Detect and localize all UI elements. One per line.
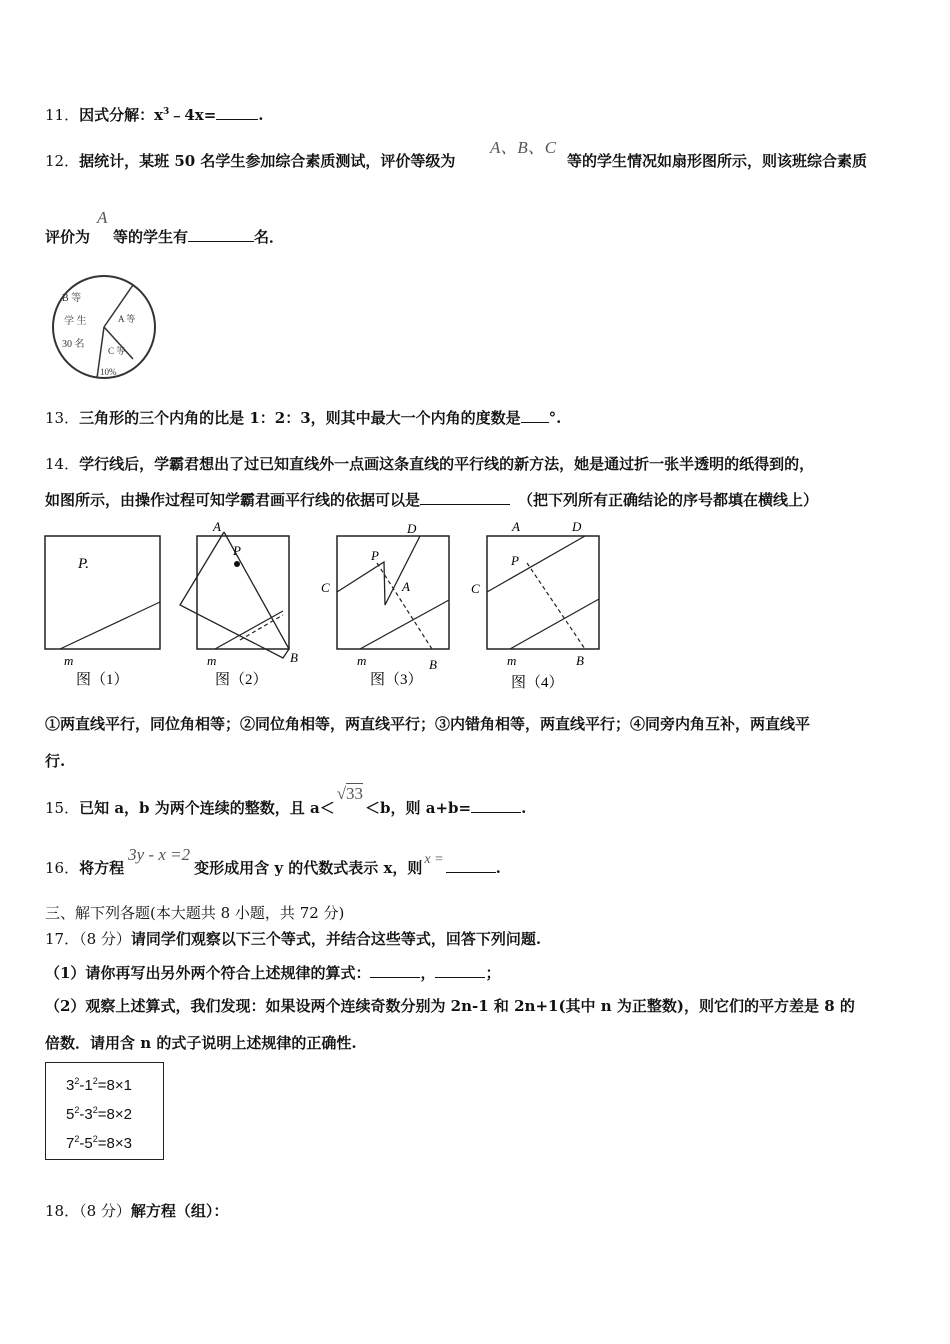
fig4-label-d: D xyxy=(572,519,582,534)
q18-score: （8 分） xyxy=(79,1202,131,1220)
q15-sqrt: √33 xyxy=(336,784,364,803)
pie-a-label: A 等 xyxy=(118,314,136,324)
q17-score: （8 分） xyxy=(79,930,131,948)
q13-end: °. xyxy=(548,409,562,427)
q16 xyxy=(45,845,501,878)
fig4-label-b: B xyxy=(576,653,584,668)
q17-box-rhs: =8×1 xyxy=(97,1077,132,1094)
q16-end: . xyxy=(495,859,501,877)
q11-text: 因式分解：x xyxy=(79,106,164,124)
q14-figure-4 xyxy=(465,515,615,695)
q13-number: 13． xyxy=(45,409,80,427)
q15-text: 已知 a，b 为两个连续的整数，且 a＜ xyxy=(79,799,335,817)
q14-options-line1: ①两直线平行，同位角相等；②同位角相等，两直线平行；③内错角相等，两直线平行；④同旁内角互补，两直线平 xyxy=(45,715,811,733)
fig4-label-m: m xyxy=(507,653,517,668)
q17-part2-line2: 倍数．请用含 n 的式子说明上述规律的正确性. xyxy=(45,1034,357,1052)
q15 xyxy=(45,784,527,818)
q17-number: 17． xyxy=(45,930,80,948)
q17-line1 xyxy=(45,928,541,949)
q14-figure-3 xyxy=(315,515,465,695)
q12-line1 xyxy=(45,150,455,171)
q17-box-a: 7 xyxy=(66,1135,75,1152)
q12-answer-blank[interactable] xyxy=(188,227,254,242)
q12-math-abc: A、B、C xyxy=(490,138,557,157)
q12-line2b xyxy=(113,226,284,247)
q17-part1-end: ； xyxy=(485,964,501,982)
q12-math-a: A xyxy=(97,208,108,227)
fig3-square xyxy=(337,536,449,649)
q18-number: 18． xyxy=(45,1202,80,1220)
fig1-square xyxy=(45,536,160,649)
q16-text: 将方程 xyxy=(79,859,125,877)
fig4-caption: 图（4） xyxy=(511,675,564,691)
q11-number: 11． xyxy=(45,106,80,124)
q12-line2 xyxy=(45,226,90,247)
q17-equation-box xyxy=(45,1062,164,1160)
q14-text2a: 如图所示，由操作过程可知学霸君画平行线的依据可以是 xyxy=(45,491,421,509)
q12-text4: 等的学生有 xyxy=(113,228,189,246)
q15-number: 15． xyxy=(45,799,80,817)
q14-text1: 学行线后，学霸君想出了过已知直线外一点画这条直线的平行线的新方法，她是通过折一张半透明的纸得到的， xyxy=(79,455,815,473)
q12-pie-chart xyxy=(50,274,160,384)
fig3-dashed-line xyxy=(377,563,432,649)
fig2-label-b: B xyxy=(290,650,298,665)
fig2-label-a: A xyxy=(213,519,221,534)
q15-end: . xyxy=(521,799,527,817)
q17-box-a: 3 xyxy=(66,1077,75,1094)
q17-blank1[interactable] xyxy=(370,963,420,978)
fig1-label-p: P. xyxy=(78,556,89,572)
fig3-label-d: D xyxy=(407,521,417,536)
q18 xyxy=(45,1200,228,1221)
pie-b-line2: 学 生 xyxy=(64,316,87,327)
q11-answer-blank[interactable] xyxy=(216,105,258,120)
fig3-label-b: B xyxy=(429,657,437,672)
fig4-line-cd xyxy=(487,536,585,592)
fig4-line-m xyxy=(510,599,599,649)
pie-b-line3: 30 名 xyxy=(62,339,85,350)
q15-answer-blank[interactable] xyxy=(471,798,521,813)
q14-line2 xyxy=(45,489,818,510)
fig1-label-m: m xyxy=(64,653,74,668)
q17-part1-sep: ， xyxy=(420,964,436,982)
q16-x-equals: x = xyxy=(424,852,444,867)
q14-line1 xyxy=(45,453,814,474)
fig4-dashed-line xyxy=(527,563,585,649)
q12-text2: 等的学生情况如扇形图所示，则该班综合素质 xyxy=(567,152,868,170)
q14-figure-1 xyxy=(40,530,170,695)
q12-text1: 据统计，某班 50 名学生参加综合素质测试，评价等级为 xyxy=(79,152,456,170)
fig4-square xyxy=(487,536,599,649)
q12-number: 12． xyxy=(45,152,80,170)
q14-number: 14． xyxy=(45,455,80,473)
q17-blank2[interactable] xyxy=(435,963,485,978)
pie-c-label: C 等 xyxy=(108,346,126,356)
q13-text: 三角形的三个内角的比是 1：2：3，则其中最大一个内角的度数是 xyxy=(79,409,521,427)
q15-text2: ＜b，则 a+b= xyxy=(365,799,472,817)
q17-box-rhs: =8×3 xyxy=(97,1135,132,1152)
q14-text2b: （把下列所有正确结论的序号都填在横线上） xyxy=(518,491,819,509)
fig3-folded-paper xyxy=(337,536,420,605)
q14-options-line2: 行. xyxy=(45,752,66,770)
q15-radicand: 33 xyxy=(346,784,364,803)
fig4-label-p: P xyxy=(511,553,519,568)
q13-answer-blank[interactable] xyxy=(521,408,549,423)
q17-box-rhs: =8×2 xyxy=(97,1106,132,1123)
q14-answer-blank[interactable] xyxy=(420,490,510,505)
fig2-label-p: P xyxy=(233,543,241,558)
fig3-label-m: m xyxy=(357,653,367,668)
section3-title: 三、解下列各题(本大题共 8 小题，共 72 分) xyxy=(45,904,345,922)
q17-part2-line1: （2）观察上述算式，我们发现：如果设两个连续奇数分别为 2n-1 和 2n+1(其中 n 为正整数)，则它们的平方差是 8 的 xyxy=(45,997,855,1015)
q17-text: 请同学们观察以下三个等式，并结合这些等式，回答下列问题. xyxy=(130,930,542,948)
q16-number: 16． xyxy=(45,859,80,877)
q12-end: 名． xyxy=(254,228,285,246)
q17-box-b: 5 xyxy=(84,1135,93,1152)
q17-box-b: 3 xyxy=(84,1106,93,1123)
q17-part1 xyxy=(45,962,500,983)
q17-box-row: $7^2-5^2=8\times 3$ xyxy=(66,1134,132,1152)
fig3-label-p: P xyxy=(371,548,379,563)
pie-pct-label: 10% xyxy=(100,367,117,377)
fig2-caption: 图（2） xyxy=(215,672,268,688)
q16-text2: 变形成用含 y 的代数式表示 x，则 xyxy=(194,859,423,877)
q11-rest: ﹣4x= xyxy=(169,106,217,124)
fig4-label-a: A xyxy=(512,519,520,534)
q17-box-row: $3^2-1^2=8\times 1$ xyxy=(66,1076,132,1094)
fig2-line-m xyxy=(215,611,283,649)
q17-box-b: 1 xyxy=(84,1077,93,1094)
q17-part1-text: （1）请你再写出另外两个符合上述规律的算式： xyxy=(45,964,371,982)
q18-text: 解方程（组）： xyxy=(130,1202,229,1220)
fig1-line-m xyxy=(60,602,160,649)
fig3-caption: 图（3） xyxy=(370,672,423,688)
q16-equation: 3y - x =2 xyxy=(128,845,191,864)
fig3-label-c: C xyxy=(321,580,330,595)
q11 xyxy=(45,104,264,125)
fig2-label-m: m xyxy=(207,653,217,668)
q14-figure-2 xyxy=(175,515,310,695)
q17-box-row: $5^2-3^2=8\times 2$ xyxy=(66,1105,132,1123)
q13 xyxy=(45,407,561,428)
fig4-label-c: C xyxy=(471,581,480,596)
fig3-line-m xyxy=(360,600,449,649)
fig1-caption: 图（1） xyxy=(76,672,129,688)
q11-end: . xyxy=(258,106,264,124)
pie-b-line1: B 等 xyxy=(62,293,82,304)
fig2-point-p xyxy=(234,561,240,567)
fig3-label-a: A xyxy=(402,579,410,594)
q16-answer-blank[interactable] xyxy=(446,858,496,873)
q17-box-a: 5 xyxy=(66,1106,75,1123)
q11-exponent: 3 xyxy=(163,107,170,117)
q12-text3: 评价为 xyxy=(45,228,91,246)
